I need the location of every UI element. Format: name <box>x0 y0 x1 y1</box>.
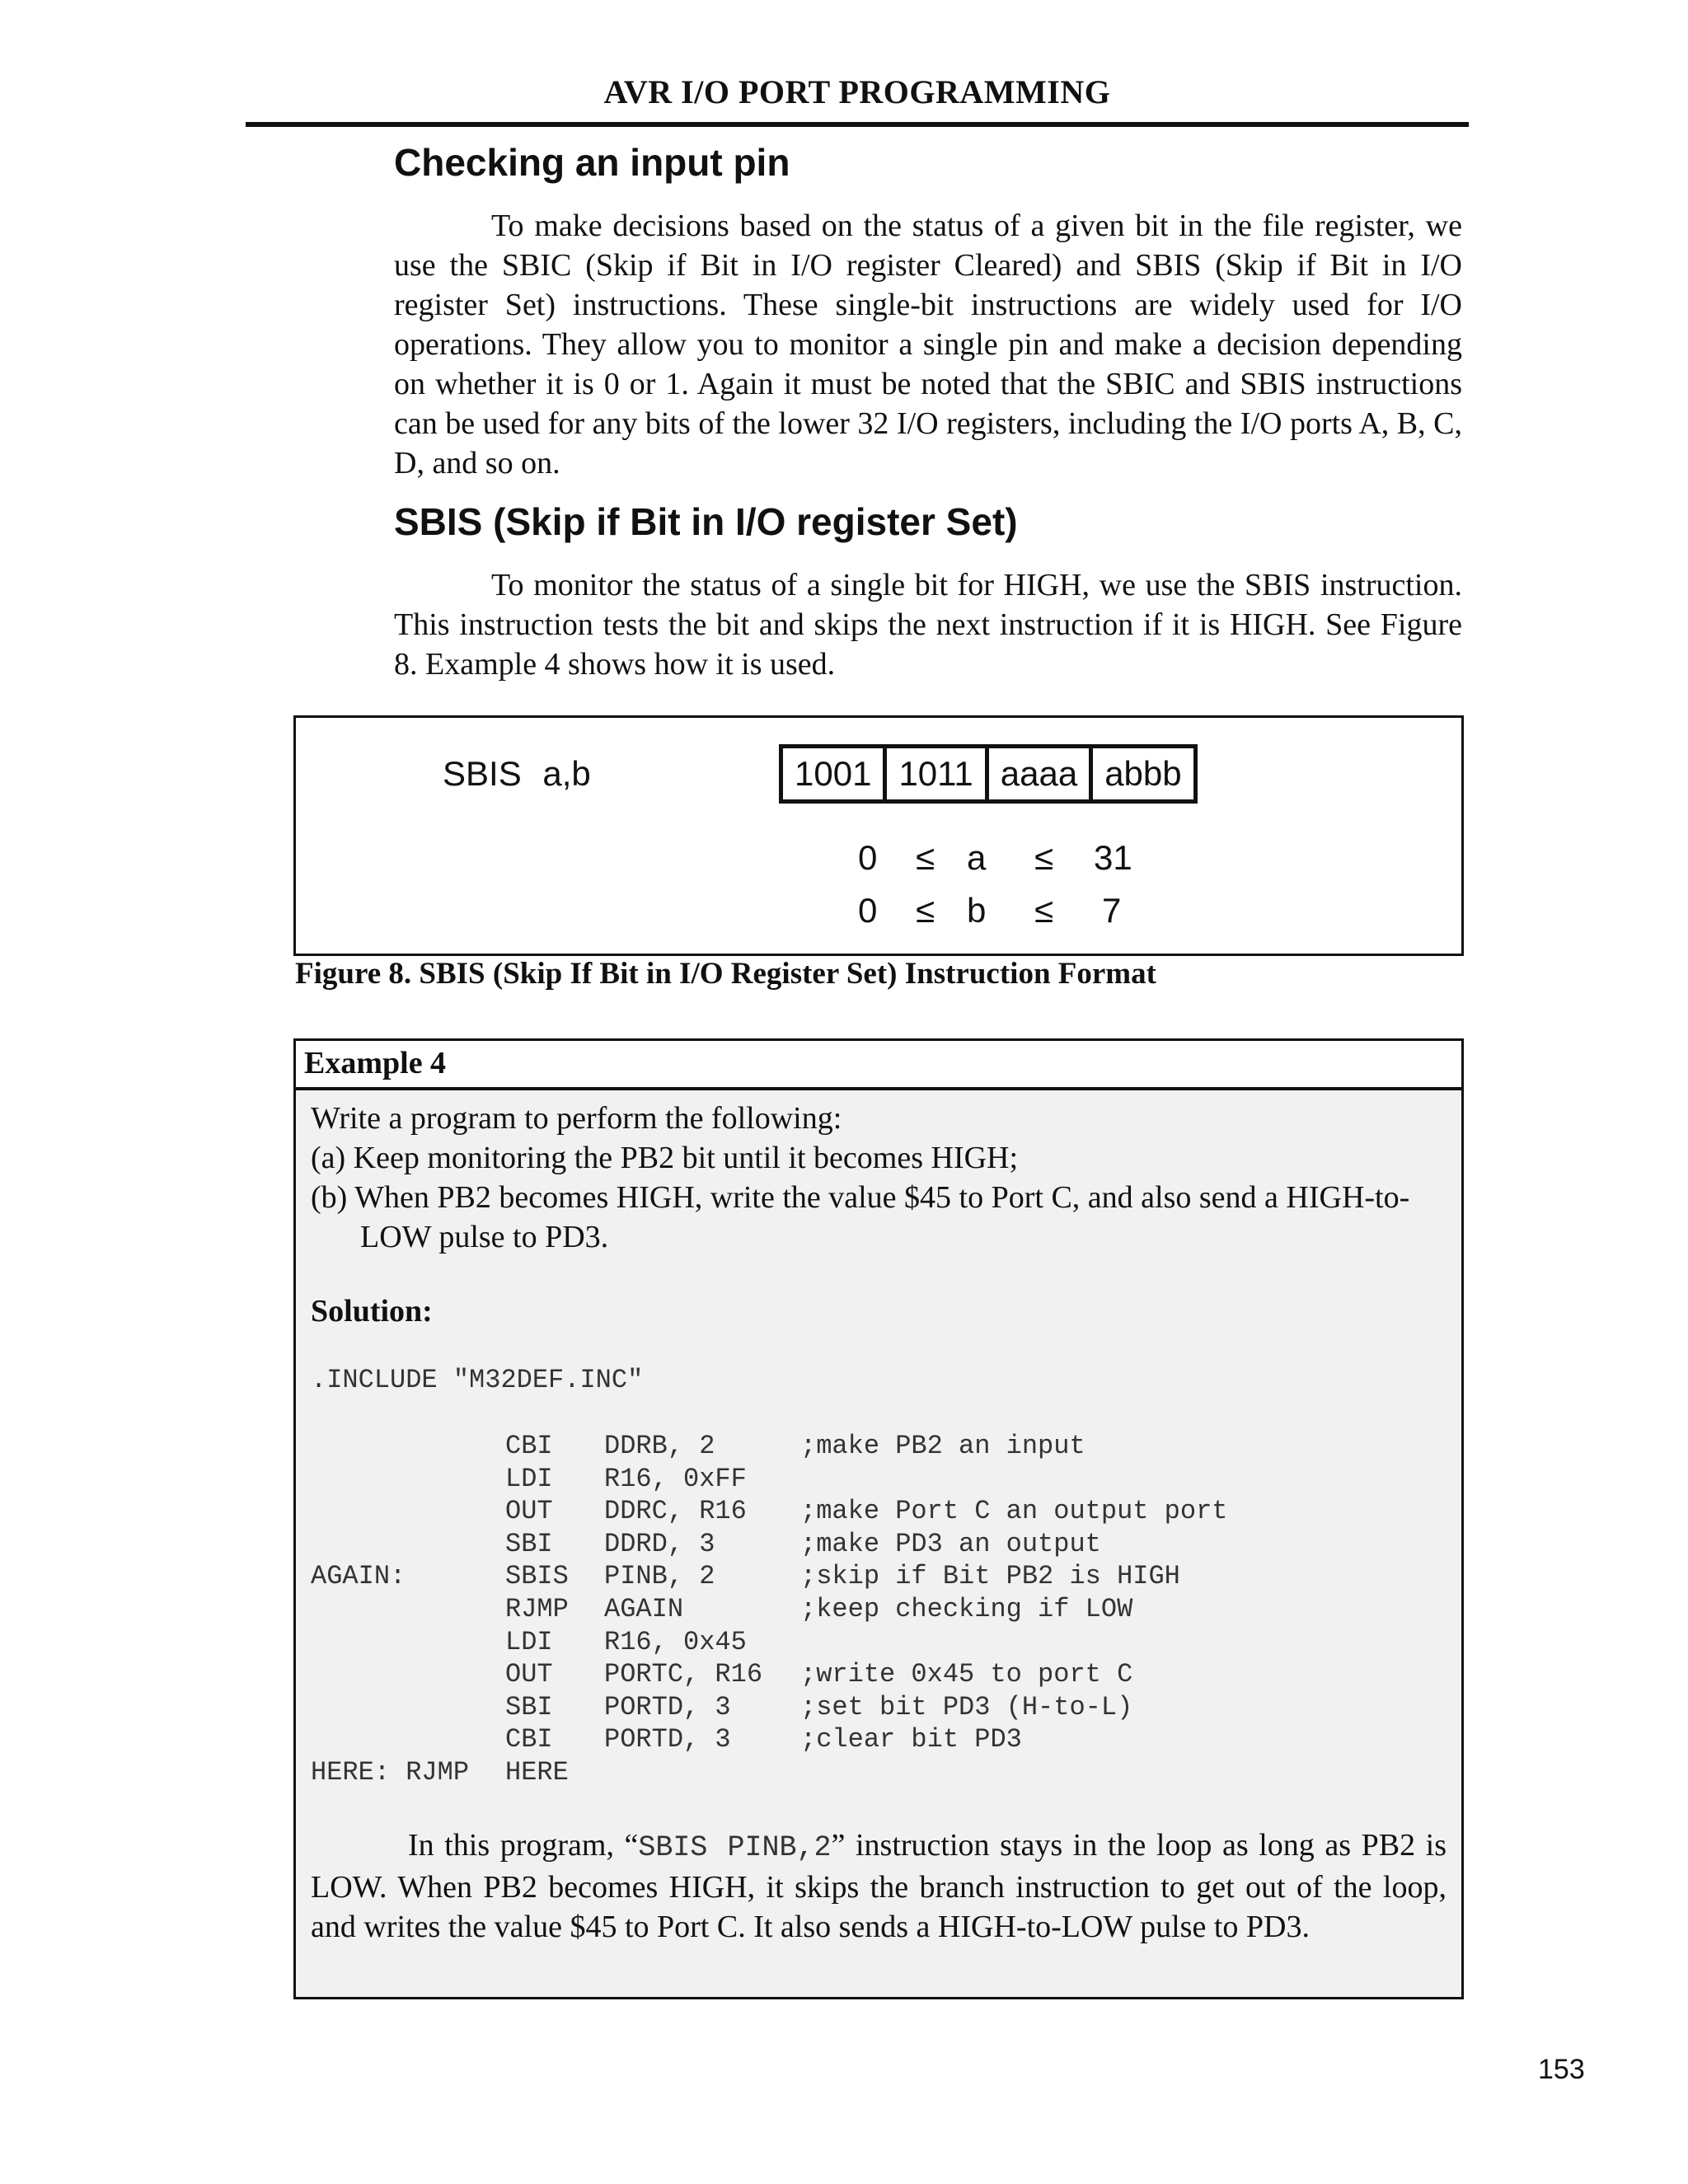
code-mnemonic: SBI <box>505 1528 553 1559</box>
code-mnemonic: SBIS <box>505 1561 569 1592</box>
code-mnemonic: CBI <box>505 1724 553 1755</box>
opcode-field-box <box>779 744 1198 804</box>
problem-intro: Write a program to perform the following: <box>311 1101 842 1136</box>
range-op: ≤ <box>916 891 935 930</box>
code-operands: PORTC, R16 <box>604 1659 763 1690</box>
figure-mnemonic: SBIS a,b <box>443 754 591 793</box>
code-comment: ;make Port C an output port <box>800 1496 1228 1527</box>
code-operands: R16, 0x45 <box>604 1626 747 1657</box>
code-mnemonic: SBI <box>505 1691 553 1722</box>
instruction-format-figure <box>293 715 1464 956</box>
code-mnemonic: LDI <box>505 1463 553 1494</box>
problem-part-b: (b) When PB2 becomes HIGH, write the value $45 to Port C, and also send a HIGH-to- <box>311 1180 1410 1215</box>
problem-part-b-continued: LOW pulse to PD3. <box>360 1220 609 1254</box>
code-operands: DDRD, 3 <box>604 1528 715 1559</box>
range-var: a <box>967 838 987 877</box>
code-comment: ;make PB2 an input <box>800 1431 1085 1461</box>
explanation-text: ” instruction stays in the loop as long as PB2 is LOW. When PB2 becomes HIGH, it skips the branch instruction to get out of the loop, and writes the value $45 to Port C. It also sends a HIGH-to-LOW pulse to PD3. <box>311 1828 1447 1944</box>
code-comment: ;skip if Bit PB2 is HIGH <box>800 1561 1180 1592</box>
explanation-inline-code: SBIS PINB,2 <box>638 1831 832 1864</box>
code-mnemonic: CBI <box>505 1431 553 1461</box>
include-directive: .INCLUDE "M32DEF.INC" <box>311 1365 644 1395</box>
header-rule <box>246 122 1469 127</box>
example-explanation <box>311 1825 1447 1947</box>
figure-caption: Figure 8. SBIS (Skip If Bit in I/O Register Set) Instruction Format <box>295 957 1156 991</box>
explanation-text: In this program, “ <box>408 1828 639 1863</box>
code-mnemonic: HERE <box>505 1757 569 1788</box>
page-number: 153 <box>1538 2054 1585 2085</box>
code-label: HERE: RJMP <box>311 1757 470 1788</box>
range-var: b <box>967 891 987 930</box>
section-paragraph-sbis: To monitor the status of a single bit for HIGH, we use the SBIS instruction. This instruction tests the bit and skips the next instruction if it is HIGH. See Figure 8. Example 4 shows how it is used. <box>394 568 1462 682</box>
problem-part-a: (a) Keep monitoring the PB2 bit until it becomes HIGH; <box>311 1141 1019 1175</box>
code-comment: ;write 0x45 to port C <box>800 1659 1133 1690</box>
code-operands: PORTD, 3 <box>604 1691 731 1722</box>
range-op: ≤ <box>1034 891 1054 930</box>
code-comment: ;make PD3 an output <box>800 1528 1101 1559</box>
code-mnemonic: RJMP <box>505 1594 569 1624</box>
running-head: AVR I/O PORT PROGRAMMING <box>603 73 1111 110</box>
code-operands: PINB, 2 <box>604 1561 715 1592</box>
code-comment: ;set bit PD3 (H-to-L) <box>800 1691 1133 1722</box>
code-operands: AGAIN <box>604 1594 684 1624</box>
code-comment: ;clear bit PD3 <box>800 1724 1022 1755</box>
code-operands: R16, 0xFF <box>604 1463 747 1494</box>
section-title-sbis: SBIS (Skip if Bit in I/O register Set) <box>394 500 1018 543</box>
code-operands: DDRB, 2 <box>604 1431 715 1461</box>
range-low: 0 <box>858 838 878 877</box>
code-operands: PORTD, 3 <box>604 1724 731 1755</box>
range-row-b <box>296 886 1461 935</box>
example-title: Example 4 <box>296 1041 1461 1090</box>
range-op: ≤ <box>916 838 935 877</box>
opcode-field: aaaa <box>989 748 1093 799</box>
code-mnemonic: LDI <box>505 1626 553 1657</box>
section-paragraph-checking-input-pin: To make decisions based on the status of a given bit in the file register, we use the SBIC (Skip if Bit in I/O register Cleared) and SBIS (Skip if Bit in I/O register Set) instructions. These single-bit instructions are widely used for I/O operations. They allow you to monitor a single pin and make a decision depending on whether it is 0 or 1. Again it must be noted that the SBIC and SBIS instructions can be used for any bits of the lower 32 I/O registers, including the I/O ports A, B, C, D, and so on. <box>394 209 1462 480</box>
range-op: ≤ <box>1034 838 1054 877</box>
opcode-field: 1011 <box>887 748 988 799</box>
range-row-a <box>296 833 1461 883</box>
solution-label: Solution: <box>311 1294 433 1329</box>
opcode-field: 1001 <box>783 748 887 799</box>
code-mnemonic: OUT <box>505 1496 553 1527</box>
code-mnemonic: OUT <box>505 1659 553 1690</box>
range-high: 7 <box>1102 891 1122 930</box>
code-comment: ;keep checking if LOW <box>800 1594 1133 1624</box>
section-title-checking-input-pin: Checking an input pin <box>394 141 790 184</box>
range-high: 31 <box>1094 838 1132 877</box>
example-box <box>293 1038 1464 1999</box>
code-label: AGAIN: <box>311 1561 406 1592</box>
range-low: 0 <box>858 891 878 930</box>
code-operands: DDRC, R16 <box>604 1496 747 1527</box>
opcode-field: abbb <box>1104 754 1182 793</box>
